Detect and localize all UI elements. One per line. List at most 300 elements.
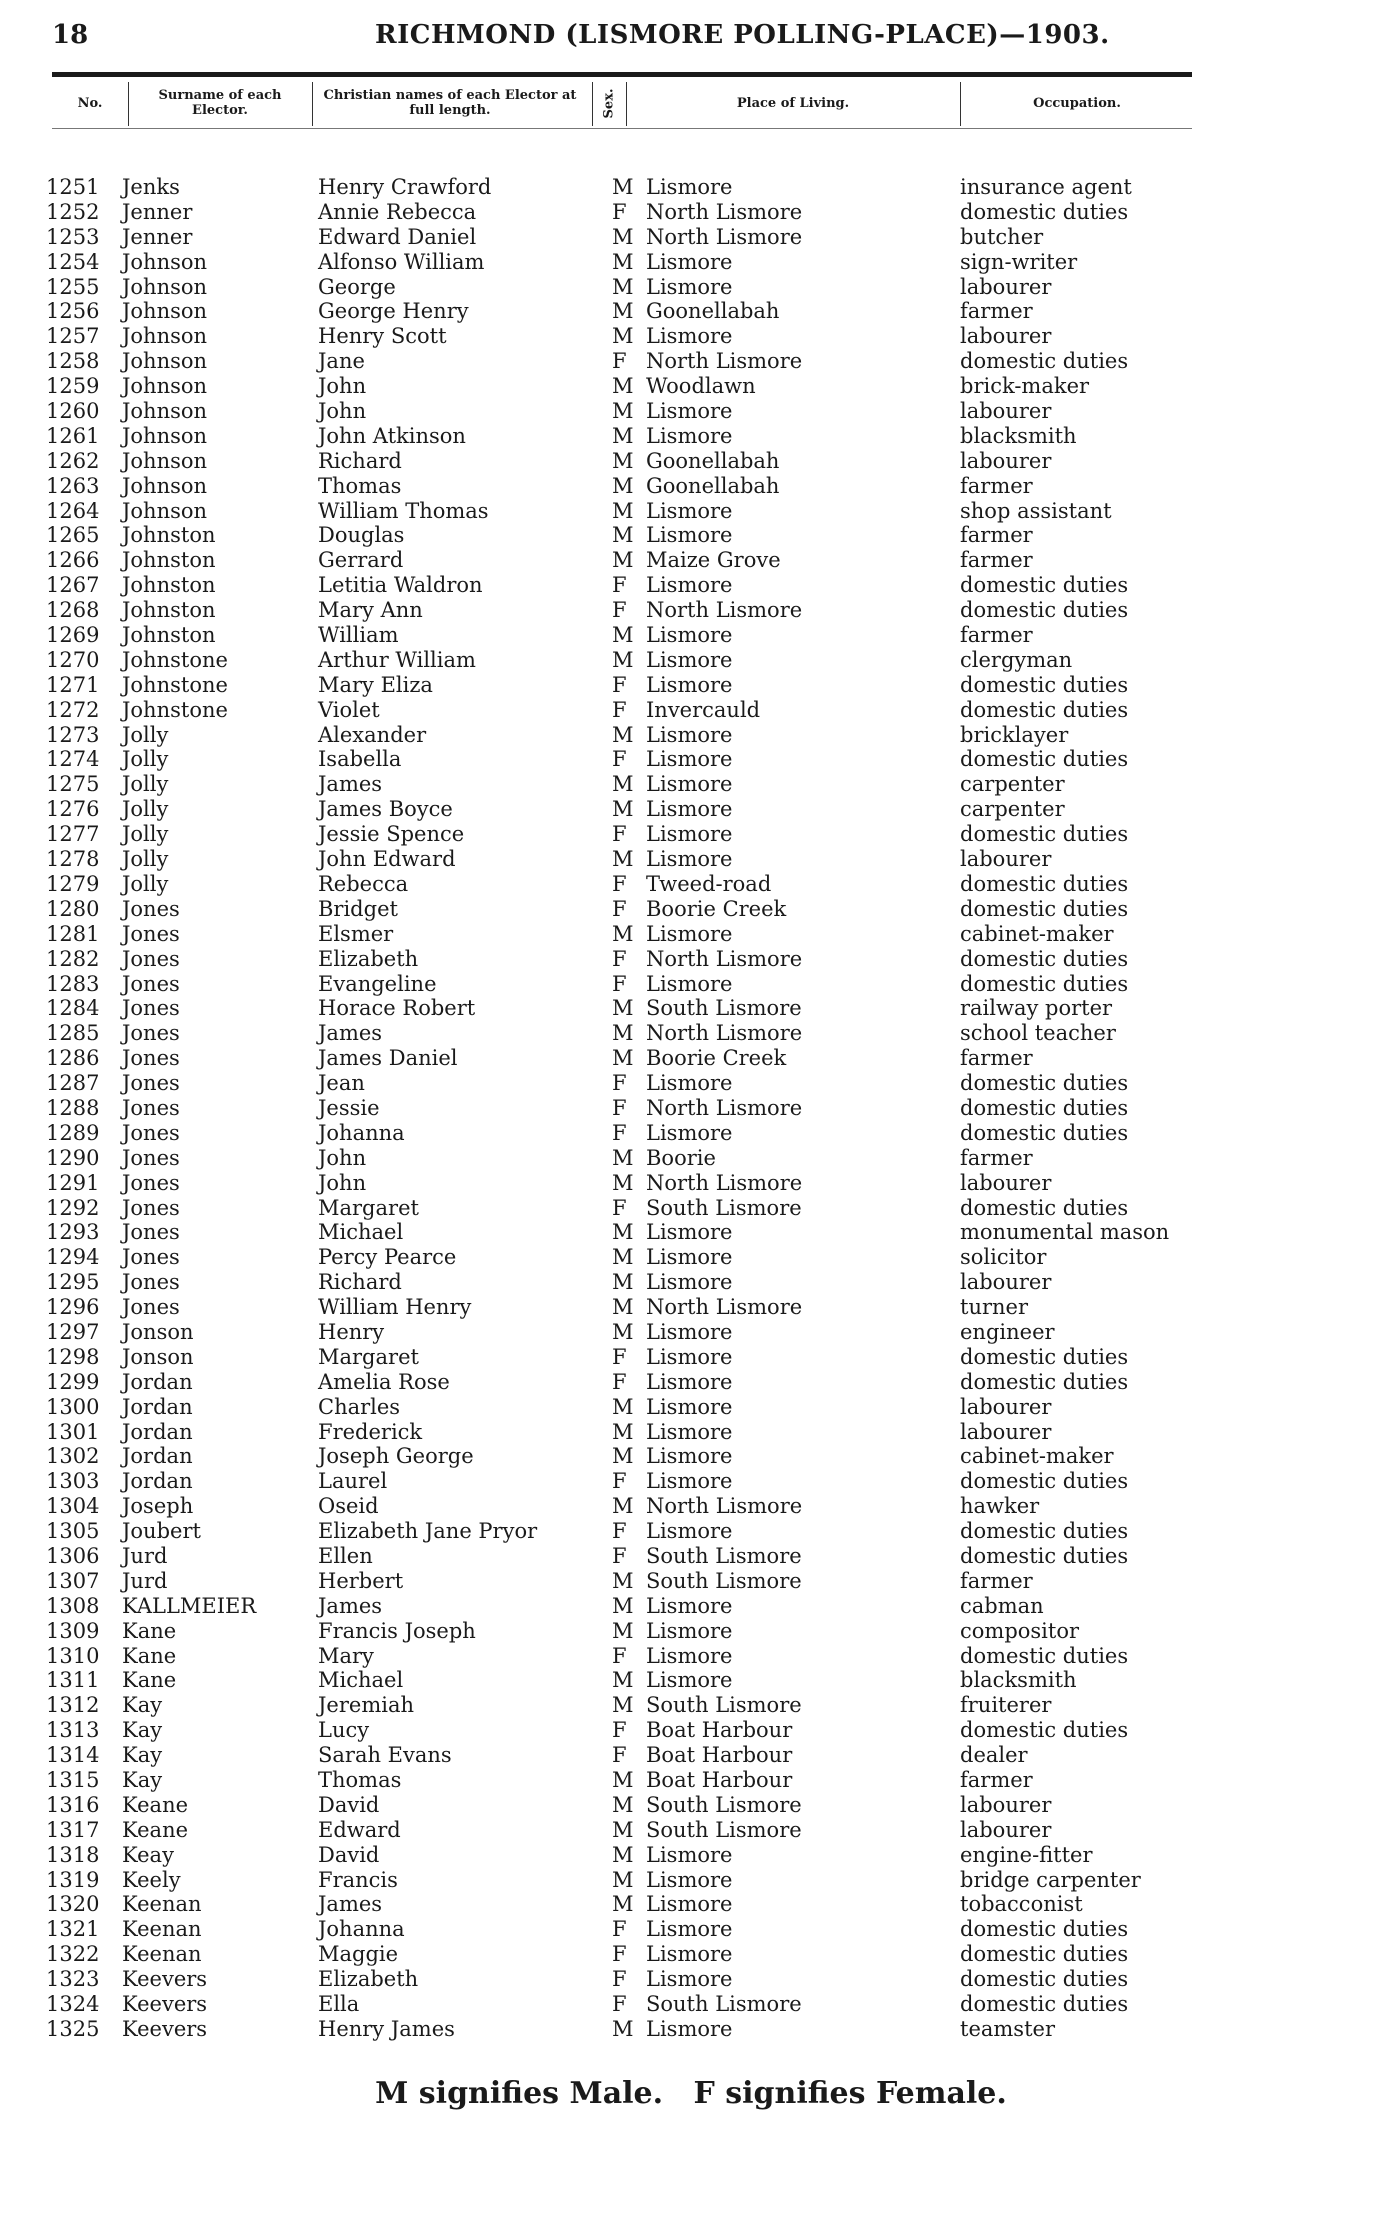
elector-occupation: farmer — [960, 299, 1033, 324]
elector-place: Lismore — [646, 797, 733, 822]
elector-surname: Jones — [122, 896, 180, 921]
table-row — [0, 1892, 1382, 1917]
elector-place: Lismore — [646, 1469, 733, 1494]
table-row — [0, 897, 1382, 922]
elector-place: Lismore — [646, 274, 733, 299]
elector-christian-names: David — [318, 1842, 380, 1867]
elector-place: Boat Harbour — [646, 1768, 793, 1792]
elector-sex: M — [612, 1295, 634, 1320]
table-row — [0, 1444, 1382, 1469]
table-row — [0, 922, 1382, 947]
elector-number: 1255 — [46, 274, 100, 299]
elector-christian-names: Richard — [318, 1270, 402, 1295]
table-row — [0, 573, 1382, 598]
elector-surname: Johnston — [122, 598, 216, 623]
elector-surname: Jolly — [122, 847, 169, 872]
table-row — [0, 1519, 1382, 1544]
elector-surname: KALLMEIER — [122, 1593, 257, 1618]
elector-sex: F — [612, 598, 627, 623]
elector-occupation: blacksmith — [960, 423, 1077, 448]
elector-surname: Jenner — [122, 224, 193, 249]
elector-christian-names: Margaret — [318, 1195, 419, 1220]
elector-christian-names: Jeremiah — [318, 1693, 414, 1718]
elector-surname: Jones — [122, 1295, 180, 1320]
elector-occupation: blacksmith — [960, 1668, 1077, 1693]
elector-surname: Jurd — [122, 1568, 168, 1593]
elector-number: 1310 — [46, 1643, 100, 1668]
elector-number: 1280 — [46, 896, 100, 921]
elector-sex: M — [612, 399, 634, 424]
table-row — [0, 250, 1382, 275]
table-row — [0, 1420, 1382, 1445]
elector-number: 1317 — [46, 1817, 100, 1842]
elector-surname: Jordan — [122, 1419, 193, 1444]
elector-surname: Jordan — [122, 1394, 193, 1419]
elector-number: 1293 — [46, 1220, 100, 1245]
elector-christian-names: Thomas — [318, 1768, 402, 1792]
table-row — [0, 797, 1382, 822]
elector-christian-names: Joseph George — [318, 1444, 474, 1469]
elector-christian-names: John — [318, 399, 367, 424]
elector-surname: Jones — [122, 1145, 180, 1170]
elector-christian-names: William Thomas — [318, 498, 489, 523]
elector-surname: Jonson — [122, 1319, 194, 1344]
elector-sex: M — [612, 274, 634, 299]
elector-occupation: sign-writer — [960, 249, 1078, 274]
table-row — [0, 648, 1382, 673]
elector-surname: Johnson — [122, 299, 208, 324]
elector-place: North Lismore — [646, 598, 803, 623]
elector-sex: F — [612, 1543, 627, 1568]
header-bottom-rule — [52, 128, 1192, 129]
elector-occupation: domestic duties — [960, 1369, 1129, 1394]
elector-occupation: labourer — [960, 1170, 1052, 1195]
elector-sex: M — [612, 623, 634, 648]
elector-christian-names: William Henry — [318, 1295, 472, 1320]
elector-surname: Keely — [122, 1867, 181, 1892]
elector-sex: M — [612, 448, 634, 473]
table-row — [0, 1644, 1382, 1669]
table-row — [0, 598, 1382, 623]
elector-place: Boat Harbour — [646, 1718, 793, 1743]
elector-christian-names: James — [318, 772, 383, 797]
elector-number: 1294 — [46, 1245, 100, 1270]
elector-surname: Joubert — [122, 1519, 201, 1544]
table-row — [0, 1569, 1382, 1594]
elector-christian-names: Evangeline — [318, 971, 437, 996]
elector-surname: Johnson — [122, 349, 208, 374]
elector-sex: M — [612, 423, 634, 448]
elector-surname: Johnson — [122, 399, 208, 424]
elector-christian-names: Alexander — [318, 722, 427, 747]
elector-christian-names: Ellen — [318, 1543, 373, 1568]
elector-sex: M — [612, 1842, 634, 1867]
table-row — [0, 673, 1382, 698]
elector-occupation: railway porter — [960, 996, 1113, 1021]
elector-occupation: compositor — [960, 1618, 1080, 1643]
elector-number: 1320 — [46, 1892, 100, 1917]
elector-surname: Joseph — [122, 1494, 194, 1519]
elector-sex: F — [612, 697, 627, 722]
elector-number: 1321 — [46, 1917, 100, 1942]
elector-place: South Lismore — [646, 1817, 802, 1842]
elector-occupation: farmer — [960, 1768, 1033, 1792]
elector-number: 1285 — [46, 1021, 100, 1046]
elector-sex: M — [612, 1668, 634, 1693]
elector-place: Lismore — [646, 324, 733, 349]
elector-sex: F — [612, 946, 627, 971]
table-row — [0, 1469, 1382, 1494]
elector-place: Lismore — [646, 1942, 733, 1967]
elector-surname: Jones — [122, 1170, 180, 1195]
table-row — [0, 1818, 1382, 1843]
elector-occupation: bricklayer — [960, 722, 1069, 747]
elector-number: 1262 — [46, 448, 100, 473]
elector-christian-names: Michael — [318, 1668, 404, 1693]
elector-surname: Johnson — [122, 324, 208, 349]
elector-number: 1289 — [46, 1120, 100, 1145]
table-row — [0, 1196, 1382, 1221]
elector-sex: M — [612, 847, 634, 872]
elector-sex: M — [612, 722, 634, 747]
elector-place: North Lismore — [646, 946, 803, 971]
elector-sex: M — [612, 1220, 634, 1245]
elector-occupation: engineer — [960, 1319, 1055, 1344]
table-row — [0, 1021, 1382, 1046]
header-divider — [592, 82, 593, 126]
elector-occupation: labourer — [960, 1394, 1052, 1419]
elector-number: 1312 — [46, 1693, 100, 1718]
elector-place: Lismore — [646, 672, 733, 697]
elector-christian-names: Annie Rebecca — [318, 199, 477, 224]
elector-number: 1274 — [46, 747, 100, 772]
elector-surname: Johnston — [122, 573, 216, 598]
elector-christian-names: Francis Joseph — [318, 1618, 476, 1643]
elector-christian-names: Percy Pearce — [318, 1245, 457, 1270]
elector-occupation: domestic duties — [960, 896, 1129, 921]
elector-occupation: domestic duties — [960, 349, 1129, 374]
elector-sex: M — [612, 1319, 634, 1344]
elector-occupation: farmer — [960, 548, 1033, 573]
elector-place: Lismore — [646, 1668, 733, 1693]
elector-place: Lismore — [646, 623, 733, 648]
elector-sex: F — [612, 747, 627, 772]
elector-surname: Keenan — [122, 1942, 202, 1967]
elector-occupation: labourer — [960, 1817, 1052, 1842]
elector-surname: Jenner — [122, 199, 193, 224]
elector-place: Lismore — [646, 921, 733, 946]
elector-sex: M — [612, 224, 634, 249]
elector-christian-names: Amelia Rose — [318, 1369, 450, 1394]
elector-place: Lismore — [646, 847, 733, 872]
elector-sex: M — [612, 1768, 634, 1792]
elector-place: Lismore — [646, 1444, 733, 1469]
elector-occupation: domestic duties — [960, 1643, 1129, 1668]
header-no: No. — [77, 95, 103, 111]
elector-place: North Lismore — [646, 199, 803, 224]
elector-occupation: domestic duties — [960, 1095, 1129, 1120]
table-row — [0, 698, 1382, 723]
elector-place: Lismore — [646, 523, 733, 548]
elector-number: 1300 — [46, 1394, 100, 1419]
elector-christian-names: Bridget — [318, 896, 398, 921]
elector-place: Lismore — [646, 1220, 733, 1245]
elector-number: 1278 — [46, 847, 100, 872]
elector-sex: F — [612, 199, 627, 224]
table-row — [0, 1245, 1382, 1270]
elector-sex: M — [612, 175, 634, 199]
table-row — [0, 449, 1382, 474]
elector-sex: M — [612, 1170, 634, 1195]
elector-place: South Lismore — [646, 1693, 802, 1718]
elector-number: 1319 — [46, 1867, 100, 1892]
elector-number: 1314 — [46, 1743, 100, 1768]
header-divider — [626, 82, 627, 126]
elector-sex: M — [612, 797, 634, 822]
elector-place: South Lismore — [646, 1568, 802, 1593]
elector-place: Lismore — [646, 1842, 733, 1867]
table-row — [0, 1295, 1382, 1320]
elector-place: Lismore — [646, 747, 733, 772]
elector-occupation: labourer — [960, 399, 1052, 424]
elector-sex: M — [612, 921, 634, 946]
elector-place: Lismore — [646, 1394, 733, 1419]
elector-number: 1299 — [46, 1369, 100, 1394]
table-row — [0, 1967, 1382, 1992]
elector-christian-names: Henry Crawford — [318, 175, 492, 199]
elector-number: 1323 — [46, 1967, 100, 1992]
header-top-rule — [52, 72, 1192, 77]
elector-place: Goonellabah — [646, 448, 780, 473]
table-row — [0, 1793, 1382, 1818]
table-row — [0, 1370, 1382, 1395]
elector-surname: Jolly — [122, 722, 169, 747]
elector-christian-names: John — [318, 1145, 367, 1170]
elector-sex: M — [612, 1593, 634, 1618]
elector-place: Lismore — [646, 1917, 733, 1942]
table-row — [0, 523, 1382, 548]
elector-place: Lismore — [646, 1071, 733, 1096]
elector-place: South Lismore — [646, 1792, 802, 1817]
elector-surname: Keevers — [122, 1992, 208, 2017]
elector-sex: M — [612, 548, 634, 573]
elector-number: 1260 — [46, 399, 100, 424]
elector-occupation: labourer — [960, 1419, 1052, 1444]
elector-number: 1277 — [46, 822, 100, 847]
elector-place: Lismore — [646, 1270, 733, 1295]
elector-occupation: labourer — [960, 1270, 1052, 1295]
table-row — [0, 175, 1382, 200]
elector-occupation: labourer — [960, 847, 1052, 872]
elector-sex: F — [612, 1942, 627, 1967]
elector-sex: F — [612, 1369, 627, 1394]
page-number: 18 — [52, 20, 89, 50]
table-row — [0, 947, 1382, 972]
elector-sex: F — [612, 1718, 627, 1743]
table-row — [0, 623, 1382, 648]
elector-occupation: bridge carpenter — [960, 1867, 1141, 1892]
elector-number: 1275 — [46, 772, 100, 797]
elector-christian-names: Johanna — [318, 1917, 405, 1942]
elector-number: 1303 — [46, 1469, 100, 1494]
elector-christian-names: James — [318, 1593, 383, 1618]
elector-christian-names: Francis — [318, 1867, 398, 1892]
table-row — [0, 324, 1382, 349]
elector-sex: M — [612, 1419, 634, 1444]
elector-number: 1322 — [46, 1942, 100, 1967]
table-row — [0, 200, 1382, 225]
elector-surname: Jolly — [122, 797, 169, 822]
elector-number: 1264 — [46, 498, 100, 523]
elector-occupation: farmer — [960, 1568, 1033, 1593]
elector-number: 1257 — [46, 324, 100, 349]
elector-number: 1252 — [46, 199, 100, 224]
elector-number: 1251 — [46, 175, 100, 199]
elector-surname: Jones — [122, 1220, 180, 1245]
elector-surname: Jones — [122, 1046, 180, 1071]
header-divider — [960, 82, 961, 126]
elector-number: 1265 — [46, 523, 100, 548]
elector-sex: F — [612, 1519, 627, 1544]
elector-christian-names: Michael — [318, 1220, 404, 1245]
elector-christian-names: Thomas — [318, 473, 402, 498]
elector-christian-names: Alfonso William — [318, 249, 485, 274]
table-row — [0, 1395, 1382, 1420]
elector-christian-names: Maggie — [318, 1942, 399, 1967]
elector-christian-names: Rebecca — [318, 871, 409, 896]
elector-number: 1306 — [46, 1543, 100, 1568]
elector-surname: Kay — [122, 1718, 163, 1743]
table-row — [0, 424, 1382, 449]
elector-place: South Lismore — [646, 1195, 802, 1220]
elector-number: 1292 — [46, 1195, 100, 1220]
elector-surname: Keenan — [122, 1892, 202, 1917]
elector-christian-names: George — [318, 274, 396, 299]
table-row — [0, 822, 1382, 847]
elector-place: Lismore — [646, 1319, 733, 1344]
table-row — [0, 1743, 1382, 1768]
elector-number: 1254 — [46, 249, 100, 274]
elector-christian-names: James — [318, 1021, 383, 1046]
elector-occupation: farmer — [960, 473, 1033, 498]
elector-occupation: solicitor — [960, 1245, 1047, 1270]
elector-place: Goonellabah — [646, 299, 780, 324]
elector-surname: Keay — [122, 1842, 174, 1867]
elector-christian-names: David — [318, 1792, 380, 1817]
elector-place: Lismore — [646, 1593, 733, 1618]
elector-occupation: domestic duties — [960, 598, 1129, 623]
elector-sex: F — [612, 573, 627, 598]
elector-occupation: domestic duties — [960, 946, 1129, 971]
elector-place: South Lismore — [646, 1543, 802, 1568]
elector-christian-names: Jessie Spence — [318, 822, 465, 847]
elector-occupation: shop assistant — [960, 498, 1112, 523]
elector-number: 1308 — [46, 1593, 100, 1618]
elector-sex: F — [612, 349, 627, 374]
elector-number: 1315 — [46, 1768, 100, 1792]
elector-sex: M — [612, 324, 634, 349]
elector-occupation: hawker — [960, 1494, 1040, 1519]
elector-surname: Jonson — [122, 1344, 194, 1369]
elector-place: Lismore — [646, 573, 733, 598]
elector-occupation: tobacconist — [960, 1892, 1083, 1917]
elector-surname: Jolly — [122, 772, 169, 797]
elector-christian-names: Frederick — [318, 1419, 423, 1444]
elector-surname: Kane — [122, 1618, 177, 1643]
footnote-female: F signifies Female. — [693, 2076, 1007, 2111]
elector-surname: Johnston — [122, 523, 216, 548]
elector-surname: Johnstone — [122, 697, 228, 722]
elector-surname: Jurd — [122, 1543, 168, 1568]
elector-occupation: labourer — [960, 448, 1052, 473]
elector-sex: M — [612, 996, 634, 1021]
elector-number: 1325 — [46, 2016, 100, 2041]
footnote — [0, 2076, 1382, 2111]
elector-christian-names: John — [318, 1170, 367, 1195]
elector-surname: Kane — [122, 1643, 177, 1668]
elector-place: Lismore — [646, 1245, 733, 1270]
elector-christian-names: Charles — [318, 1394, 401, 1419]
elector-place: North Lismore — [646, 1295, 803, 1320]
elector-number: 1304 — [46, 1494, 100, 1519]
elector-sex: M — [612, 1494, 634, 1519]
elector-christian-names: Letitia Waldron — [318, 573, 483, 598]
elector-occupation: domestic duties — [960, 199, 1129, 224]
elector-number: 1302 — [46, 1444, 100, 1469]
elector-occupation: domestic duties — [960, 1992, 1129, 2017]
table-row — [0, 1718, 1382, 1743]
elector-surname: Kane — [122, 1668, 177, 1693]
elector-occupation: domestic duties — [960, 672, 1129, 697]
elector-christian-names: James Daniel — [318, 1046, 458, 1071]
elector-place: Woodlawn — [646, 374, 756, 399]
elector-christian-names: Horace Robert — [318, 996, 476, 1021]
elector-christian-names: Mary Ann — [318, 598, 423, 623]
elector-surname: Johnston — [122, 623, 216, 648]
elector-sex: M — [612, 1792, 634, 1817]
elector-surname: Johnson — [122, 448, 208, 473]
elector-place: North Lismore — [646, 349, 803, 374]
elector-christian-names: Mary — [318, 1643, 374, 1668]
elector-surname: Jones — [122, 1270, 180, 1295]
table-row — [0, 548, 1382, 573]
elector-christian-names: Mary Eliza — [318, 672, 433, 697]
elector-number: 1287 — [46, 1071, 100, 1096]
elector-surname: Jones — [122, 1120, 180, 1145]
table-row — [0, 1345, 1382, 1370]
elector-place: Lismore — [646, 1867, 733, 1892]
elector-sex: M — [612, 1892, 634, 1917]
elector-surname: Jones — [122, 1195, 180, 1220]
elector-number: 1290 — [46, 1145, 100, 1170]
table-row — [0, 1768, 1382, 1793]
elector-christian-names: Laurel — [318, 1469, 388, 1494]
elector-surname: Jones — [122, 971, 180, 996]
table-row — [0, 1220, 1382, 1245]
elector-occupation: brick-maker — [960, 374, 1090, 399]
elector-sex: F — [612, 1195, 627, 1220]
table-row — [0, 972, 1382, 997]
elector-number: 1313 — [46, 1718, 100, 1743]
table-row — [0, 349, 1382, 374]
table-row — [0, 872, 1382, 897]
elector-surname: Jones — [122, 1021, 180, 1046]
elector-surname: Jones — [122, 921, 180, 946]
elector-occupation: butcher — [960, 224, 1044, 249]
elector-occupation: cabinet-maker — [960, 921, 1114, 946]
elector-sex: F — [612, 1643, 627, 1668]
elector-christian-names: Elizabeth — [318, 1967, 419, 1992]
